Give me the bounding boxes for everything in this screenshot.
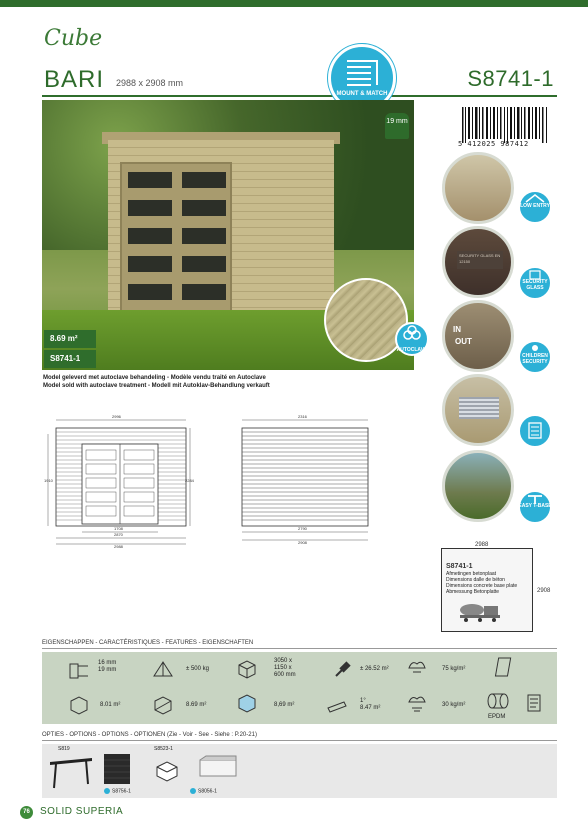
svg-text:2870: 2870 [114,532,123,537]
roof-load-value: ± 500 kg [186,666,209,672]
mount-match-label: MOUNT & MATCH [336,91,388,97]
feature-children-security-badge: CHILDREN SECURITY [518,340,552,374]
autoclave-label: AUTOCLAVE [396,347,428,353]
code-badge: S8741-1 [44,350,96,368]
properties-panel [42,652,557,724]
back-view-drawing [238,412,372,550]
options-panel [42,744,557,798]
options-title: OPTIES - OPTIONS - OPTIONS - OPTIONEN (Zie - Voir - See - Siehe : P.20-21) [42,732,257,738]
treatment-caption: Model geleverd met autoclave behandeling - Modèle vendu traité en Autoclave Model sold with autoclave treatment - Modell mit Autoklav-Behandlung verkauft [43,375,270,389]
inner-area-value: 8.69 m² [186,702,207,708]
svg-text:1910: 1910 [44,478,53,483]
package-value: 3050 x 1150 x 600 mm [274,658,296,678]
floor-area-value: 8.01 m² [100,702,121,708]
base-plate-code: S8741-1 [446,563,473,570]
shed-door [120,162,232,320]
wall-thickness-icon [68,660,90,682]
svg-text:2790: 2790 [298,526,307,531]
autoclave-icon [397,324,427,344]
feature-low-entry-badge: LOW ENTRY [518,190,552,224]
feature-children-security-photo: IN OUT [442,300,514,372]
properties-title: EIGENSCHAPPEN - CARACTÉRISTIQUES - FEATURES - EIGENSCHAFTEN [42,640,254,646]
model-name: BARI [44,66,105,93]
option-code-1: S819 [58,746,70,752]
feature-vent-photo [442,374,514,446]
svg-text:2988: 2988 [114,544,123,549]
base-plate-height: 2908 [537,588,551,594]
paint-area-value: ± 26.52 m² [360,666,389,672]
model-dimensions: 2988 x 2908 mm [116,78,184,88]
thickness-label: 19 mm [386,118,408,125]
wind-load-value: 30 kg/m² [442,702,466,708]
svg-text:2996: 2996 [112,414,121,419]
front-view-drawing [42,412,192,550]
svg-text:2316: 2316 [298,414,307,419]
roof-slope-value: 1° 8.47 m² [360,698,381,711]
area-badge: 8.69 m² [44,330,96,348]
svg-text:2284: 2284 [185,478,194,483]
feature-t-base-badge: EASY T-BASE [518,490,552,524]
brand-footer: SOLID SUPERIA [40,806,124,817]
svg-text:1708: 1708 [114,526,123,531]
package-icon [236,658,258,680]
svg-text:2908: 2908 [298,540,307,545]
base-plate-description: Afmetingen betonplaat Dimensions dalle de béton Dimensions concrete base plate Abmessung Betonplatte [446,571,518,595]
options-divider [42,740,557,741]
properties-divider [42,648,557,649]
autoclave-badge [395,322,429,356]
window-icon [494,656,516,678]
option-code-2: S8756-1 [104,788,131,794]
series-name: Cube [44,26,103,51]
option-pergola-image [48,754,94,790]
option-gutter-image [198,754,238,784]
wind-load-icon [406,692,428,714]
product-code: S8741-1 [467,66,554,91]
feature-security-glass-photo: SECURITY GLASS EN 12150 [442,226,514,298]
concrete-mixer-icon [456,602,504,622]
manual-icon [524,692,546,714]
option-code-4: S8056-1 [190,788,217,794]
floor-area-icon [68,694,90,716]
feature-t-base-photo [442,450,514,522]
epdm-value: EPDM [488,714,506,720]
snow-load-value: 75 kg/m² [442,666,466,672]
epdm-roll-icon [486,690,508,712]
option-floor-image [154,758,180,784]
base-plate-width: 2988 [475,542,489,548]
thickness-icon [385,113,409,139]
barcode-number: 5 412025 987412 [458,140,529,148]
outer-area-icon [236,692,258,714]
feature-low-entry-photo [442,152,514,224]
feature-security-glass-badge: SECURITY GLASS [518,266,552,300]
vent-icon [520,416,550,446]
header-divider [42,95,557,97]
snow-load-icon [406,656,428,678]
option-code-3: S8523-1 [154,746,173,752]
page-number: 76 [20,806,33,819]
feature-vent-badge [518,414,552,448]
paint-brush-icon [332,658,354,680]
option-lean-to-image [102,750,132,788]
wall-thickness-value: 16 mm 19 mm [98,660,117,673]
top-bar [0,0,588,7]
inner-area-icon [152,694,174,716]
roof-slope-icon [326,694,348,716]
outer-area-value: 8,69 m² [274,702,295,708]
roof-load-icon [152,658,174,680]
